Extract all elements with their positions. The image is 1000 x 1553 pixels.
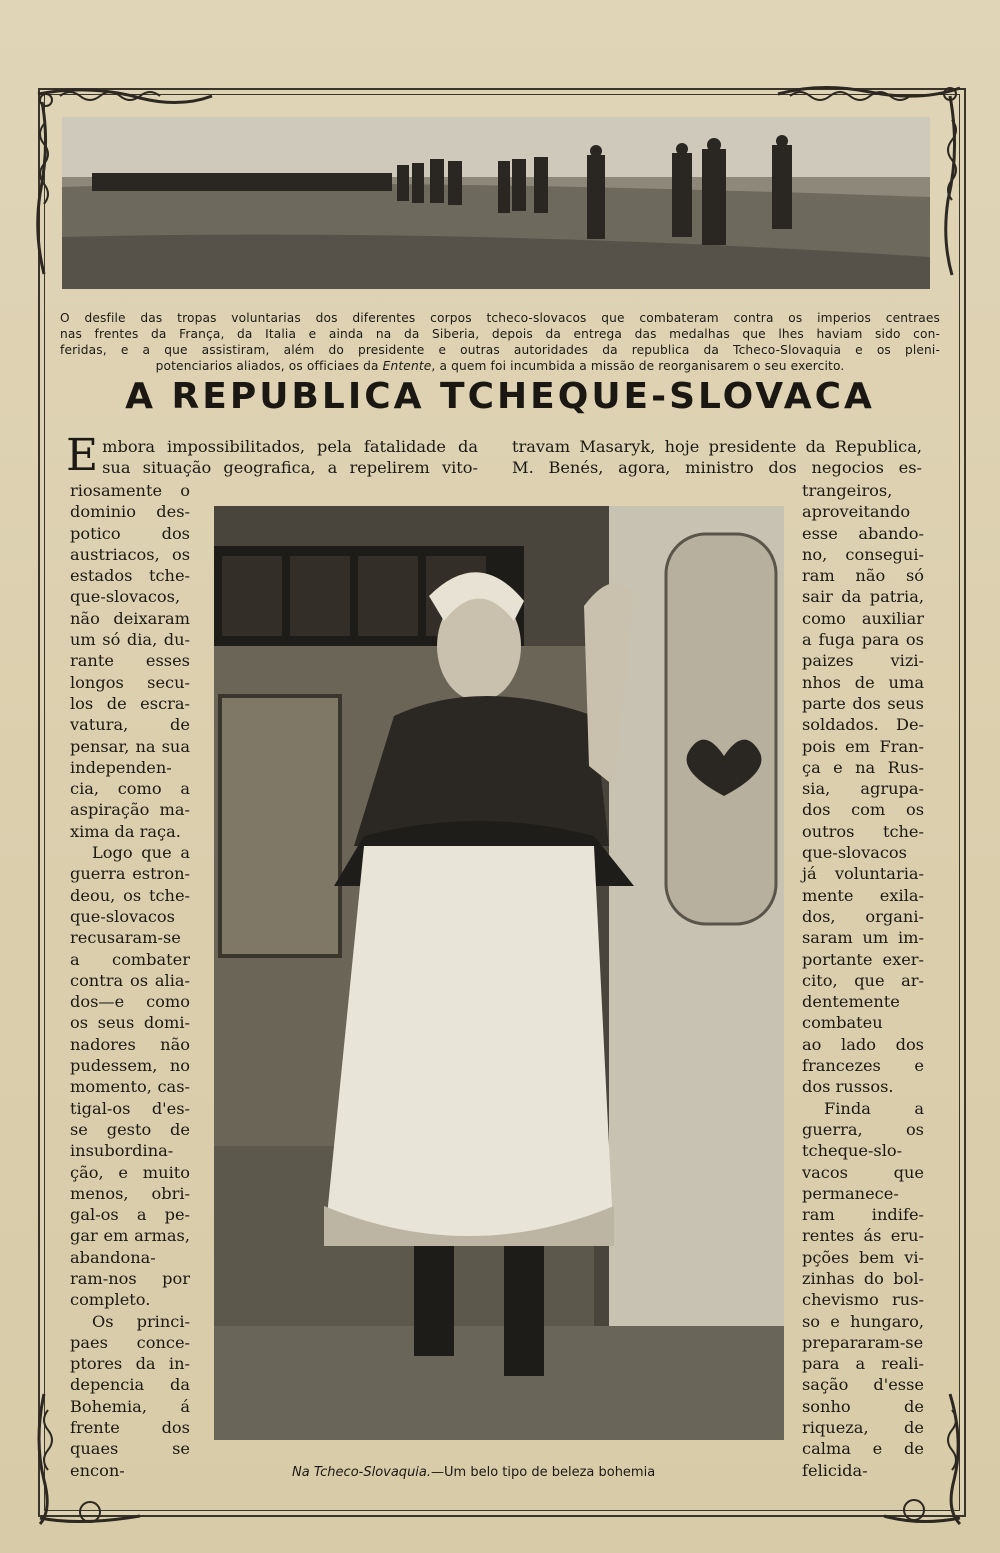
- text-line: ptores da in-: [70, 1354, 190, 1374]
- text-line: dos com os: [802, 800, 924, 820]
- text-line: independen-: [70, 757, 172, 777]
- text-line: ram não só: [802, 566, 924, 586]
- text-line: francezes e: [802, 1056, 924, 1076]
- text-line: não deixaram: [70, 608, 190, 628]
- text-line: riqueza, de: [802, 1418, 924, 1438]
- text-line: estados tche-: [70, 566, 190, 586]
- article-headline: A REPUBLICA TCHEQUE-SLOVACA: [125, 376, 875, 417]
- text-line: chevismo rus-: [802, 1290, 924, 1310]
- text-line: so e hungaro,: [802, 1311, 924, 1331]
- text-line: insubordina-: [70, 1141, 174, 1161]
- text-line: a combater: [70, 949, 190, 969]
- text-line: Logo que a: [92, 843, 190, 863]
- text-line: pois em Fran-: [802, 736, 924, 756]
- text-line: nhos de uma: [802, 672, 924, 692]
- text-line: para a reali-: [802, 1354, 924, 1374]
- text-line: nadores não: [70, 1034, 190, 1054]
- right-text-column: [802, 480, 924, 1481]
- text-line: outros tche-: [802, 821, 924, 841]
- text-line: rante esses: [70, 651, 190, 671]
- text-line: longos secu-: [70, 672, 190, 692]
- text-line: sair da patria,: [802, 587, 924, 607]
- text-line: vatura, de: [70, 715, 190, 735]
- text-line: pensar, na sua: [70, 736, 190, 756]
- text-line: sação d'esse: [802, 1375, 924, 1395]
- caption-text: potenciarios aliados, os officiaes da: [155, 359, 383, 373]
- text-line: rentes ás eru-: [802, 1226, 924, 1246]
- text-line: trangeiros,: [802, 481, 893, 500]
- left-column-top: [66, 430, 478, 481]
- text-line: prepararam-se: [802, 1332, 924, 1352]
- text-line: xima da raça.: [70, 821, 181, 841]
- text-line: encon-: [70, 1460, 125, 1480]
- left-text-column: [70, 480, 190, 1481]
- text-line: no, consegui-: [802, 544, 924, 564]
- text-line: a fuga para os: [802, 630, 924, 650]
- text-line: combateu: [802, 1013, 883, 1033]
- text-line: tcheque-slo-: [802, 1141, 903, 1161]
- text-line: cia, como a: [70, 779, 190, 799]
- caption-line: O desfile das tropas voluntarias dos diferentes corpos tcheco-slovacos que combateram contra os imperios centraes: [60, 311, 940, 325]
- drop-cap: E: [66, 430, 99, 481]
- text-line: saram um im-: [802, 928, 924, 948]
- text-line: frente dos: [70, 1418, 190, 1438]
- caption-text: —Um belo tipo de beleza bohemia: [431, 1465, 656, 1480]
- text-line: esse abando-: [802, 523, 924, 543]
- caption-place: Na Tcheco-Slovaquia.: [292, 1465, 432, 1480]
- text-line: que-slovacos: [70, 906, 175, 926]
- text-line: los de escra-: [70, 693, 190, 713]
- text-line: potico dos: [70, 523, 190, 543]
- text-line: guerra estron-: [70, 864, 190, 884]
- right-column-top: [512, 436, 922, 479]
- text-line: ça e na Rus-: [802, 757, 924, 777]
- text-line: deou, os tche-: [70, 885, 190, 905]
- text-line: mente exila-: [802, 885, 924, 905]
- text-line: que-slovacos: [802, 843, 907, 863]
- text-line: abandona-: [70, 1247, 156, 1267]
- text-line: ram indife-: [802, 1205, 924, 1225]
- text-line: depencia da: [70, 1375, 190, 1395]
- portrait-caption: [292, 1465, 712, 1480]
- text-line: menos, obri-: [70, 1183, 190, 1203]
- text-line: ram-nos por: [70, 1268, 190, 1288]
- text-line: austriacos, os: [70, 544, 190, 564]
- text-line: como auxiliar: [802, 608, 924, 628]
- text-line: sia, agrupa-: [802, 779, 924, 799]
- text-line: cito, que ar-: [802, 970, 924, 990]
- text-line: travam Masaryk, hoje presidente da Republica,: [512, 437, 922, 456]
- text-line: tigal-os d'es-: [70, 1098, 190, 1118]
- text-line: gar em armas,: [70, 1226, 190, 1246]
- text-line: ao lado dos: [802, 1034, 924, 1054]
- text-line: Bohemia, á: [70, 1396, 190, 1416]
- text-line: zinhas do bol-: [802, 1268, 924, 1288]
- text-line: soldados. De-: [802, 715, 924, 735]
- text-line: M. Benés, agora, ministro dos negocios es-: [512, 458, 922, 478]
- text-line: dos russos.: [802, 1077, 894, 1097]
- text-line: completo.: [70, 1290, 151, 1310]
- text-line: um só dia, du-: [70, 630, 190, 650]
- text-line: paizes vizi-: [802, 651, 924, 671]
- text-line: aspiração ma-: [70, 800, 190, 820]
- text-line: quaes se: [70, 1439, 190, 1459]
- text-line: momento, cas-: [70, 1077, 190, 1097]
- caption-emphasis: Entente: [382, 359, 432, 373]
- text-line: gal-os a pe-: [70, 1205, 190, 1225]
- text-line: pções bem vi-: [802, 1247, 924, 1267]
- text-line: felicida-: [802, 1460, 868, 1480]
- text-line: calma e de: [802, 1439, 924, 1459]
- text-line: Finda a: [824, 1098, 924, 1118]
- text-line: sua situação geografica, a repelirem vito-: [102, 458, 478, 478]
- caption-line: nas frentes da França, da Italia e ainda na da Siberia, depois da entrega das medalhas que lhes haviam sido con-: [60, 327, 940, 341]
- text-line: ção, e muito: [70, 1162, 190, 1182]
- text-line: Os princi-: [92, 1311, 190, 1331]
- text-line: sonho de: [802, 1396, 924, 1416]
- text-line: pudessem, no: [70, 1056, 190, 1076]
- text-line: dos, organi-: [802, 906, 924, 926]
- troop-parade-photo: [62, 117, 930, 289]
- top-photo-caption: [60, 310, 940, 374]
- text-line: portante exer-: [802, 949, 924, 969]
- text-line: dos—e como: [70, 992, 190, 1012]
- text-line: recusaram-se: [70, 928, 181, 948]
- caption-line: [60, 358, 940, 374]
- text-line: aproveitando: [802, 502, 911, 522]
- text-line: vacos que: [802, 1162, 924, 1182]
- text-line: se gesto de: [70, 1119, 190, 1139]
- text-line: paes conce-: [70, 1332, 190, 1352]
- text-line: contra os alia-: [70, 970, 190, 990]
- text-line: mbora impossibilitados, pela fatalidade da: [102, 437, 478, 456]
- text-line: os seus domi-: [70, 1013, 190, 1033]
- text-line: que-slovacos,: [70, 587, 181, 607]
- bohemian-woman-portrait-photo: [214, 506, 784, 1440]
- text-line: guerra, os: [802, 1119, 924, 1139]
- text-line: dentemente: [802, 992, 900, 1012]
- text-line: já voluntaria-: [802, 864, 924, 884]
- text-line: riosamente o: [70, 481, 190, 500]
- text-line: parte dos seus: [802, 693, 924, 713]
- caption-text: , a quem foi incumbida a missão de reorganisarem o seu exercito.: [431, 359, 845, 373]
- text-line: permanece-: [802, 1183, 899, 1203]
- caption-line: feridas, e a que assistiram, além do presidente e outras autoridades da republica da Tcheco-Slovaquia e os pleni-: [60, 343, 940, 357]
- text-line: dominio des-: [70, 502, 190, 522]
